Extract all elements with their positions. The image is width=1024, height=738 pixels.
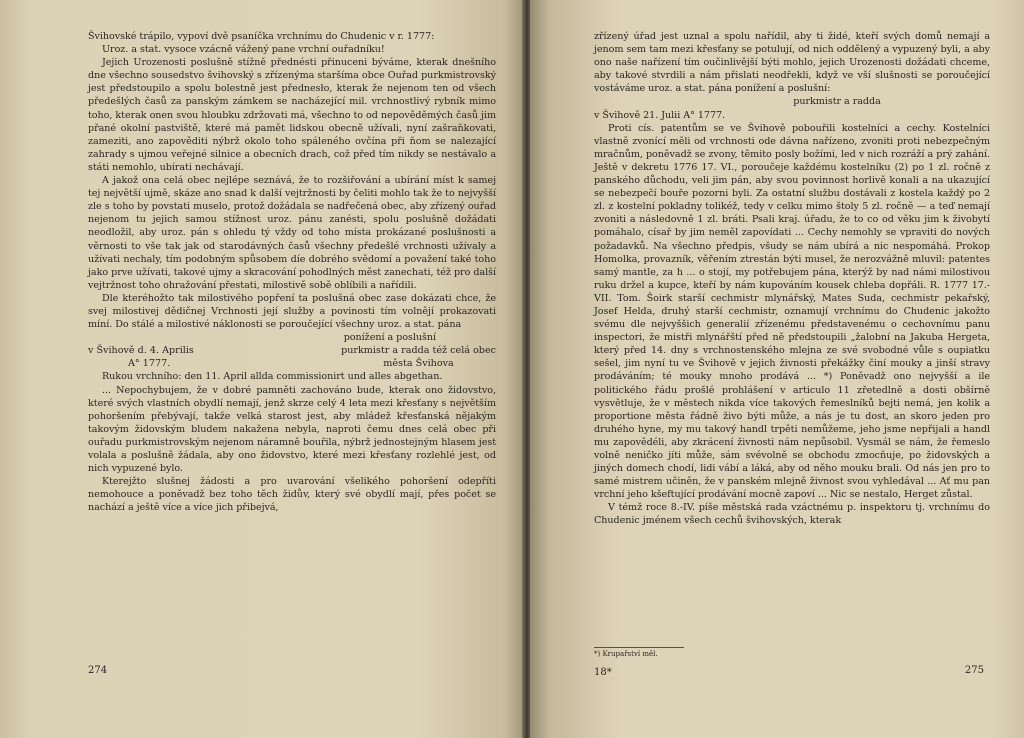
signature-line: ponížení a poslušní [343,332,436,344]
signature-block [88,344,496,370]
paragraph: zřízený úřad jest uznal a spolu nařídil, aby ti židé, kteří svých domů nemají a jenom sem tam mezi křesťany se potulují, od nich oddělený a vypuzený byli, a aby ono naše nařízení tím oučinlivější býti mohlo, jejich Urozenosti dožádati chceme, aby takové stvrdili a nám přislati neodřekli, když ve vší slušnosti se poroučející vostáváme uroz. a stat. pána ponížení a poslušní: [594,31,990,95]
signature-line: purkmistr a radda [793,96,881,108]
sheet-signature-mark: 18* [594,667,612,678]
signer-line: purkmistr a radda též celá obec [341,345,496,357]
right-page [530,0,1024,738]
paragraph: Uroz. a stat. vysoce vzácně vážený pane vrchní ouřadníku! [102,44,385,56]
footnote: *) Krupařství měl. [594,647,684,658]
paragraph: Rukou vrchního: den 11. April allda commissionirt und alles abgethan. [102,371,443,383]
paragraph: Proti cís. patentům se ve Švihově pobouřili kostelníci a cechy. Kostelníci vlastně zvonící měli od vrchnosti ode dávna nařízeno, zvoniti proti nebezpečným mračnům, poněvadž se zvony, těmito posly božími, led v nich rozráží a prý zahání. Ještě v dekretu 1776 17. VI., poroučeje každému kostelníku (2) po 1 zl. ročně z panského důchodu, veli jim pán, aby svou povinnost horlivě konali a na ukazující se nebezpečí bouře pozorni byli. Za ostatní službu dostávali z kostela každý po 2 zl. z kostelní pokladny tolikéž, tedy v celku mimo štoly 5 zl. ročně — a teď nemají zvoniti a následovně 1 zl. bráti. Psali kraj. úřadu, že to co od věku jim k živobytí pomáhalo, císař by jim neměl zapovídati ... Cechy nemohly se vpraviti do nových požadavků. Na všechno předpis, všudy se nám ubírá a nic nespomáhá. Prokop Homolka, provazník, věřením ztrestán býti musel, že nerozvážně mluvil: patentes samý mantle, za h ... o stojí, my potřebujem pána, kterýž by nad námi milostivou ruku držel a kupce, kteří by nám kupováním kousek chleba dopřáli. R. 1777 17.-VII. Tom. Šoirk starší cechmistr mlynářský, Mates Suda, cechmistr pekařský, Josef Helda, druhý starší cechmistr, oznamují vrchnímu do Chudenic jakožto svému dle nejvyššich generalií zřízenému představenému o cechovnímu panu inspectori, že mistři mlynářští před ně předstoupili „žalobní na Jakuba Hergeta, který před 14. dny s vrchnostenského mlejna ze své svobodné vůle s oupiatku sešel, jim nyní tu ve Švihově v jejich živnosti překážky činí mouky a jinší stravy prodáváním; té mouky mnoho prodává ... *) Poněvadž ono nejvyšší a ile politického řádu prošlé prohlášení v articulo 11 zřetedlně a dosti obšírně vysvětluje, že v městech nikda více takových řemeslníků bejti nemá, jen kolik a proportione města řádně živo býti může, a nás je tu dost, an skoro jeden pro druhého hyne, my mu takový handl trpěti nemůžeme, jeho jsme nepřijali a handl mu zapovědéli, aby zkrácení živnosti nám nepůsobil. Vysmál se nám, že řemeslo volně neničko jíti může, sám svévolně se obchodu zmocňuje, po židovských a jiných domech chodí, lidi vábí a láká, aby od něho mouku brali. Od nás jen pro to samé mistrem učiněn, že v panském mlejně živnost svou vyhledával ... Ať mu pan vrchní jeho kšeftující prodávání mocně zapoví ... Nic se nestalo, Herget zůstal. [594,122,990,501]
paragraph: Dle kteréhožto tak milostivého popření ta poslušná obec zase dokázati chce, že svej milostivej dědičnej Vrchnosti její služby a povinosti tím volnějí prokazovati míní. Do stálé a milostivé náklonosti se poroučející všechny uroz. a stat. pána [88,292,496,331]
paragraph: V témž roce 8.-IV. píše městská rada vzáctnému p. inspektoru tj. vrchnímu do Chudenic jménem všech cechů švihovských, kterak [594,502,990,527]
paragraph: Kterejžto slušnej žádosti a pro uvarování všelikého pohoršení odepříti nemohouce a poněvadž bez toho těch židův, který své obydlí mají, přes počet se nachází a ještě více a více jich přibejvá, [88,476,496,514]
left-page-text [88,30,496,514]
page-number: 274 [88,665,108,676]
signature-signers [341,344,496,370]
signer-line: města Švihova [383,358,454,370]
paragraph: A jakož ona celá obec nejlépe seznává, že to rozšiřování a ubírání míst k samej tej největší ujmě, skáze ano snad k další vejtržnosti by čeliti mohlo tak že to nejvyšší zle s toho by povstati muselo, protož dožádala se nadřečená obec, aby zřízený ouřad nejenom tu jejich samou stížnost uroz. pánu zanésti, spolu poslušně dožádati neodložil, aby uroz. pán s ohledu tý vždy od toho místa prokázané poslušnosti a věrnosti to vše tak jak od starodávných časů všechny předešlé vrchnosti užívaly a užívati nechaly, tím podobným spůsobem díe dobrého svědomí a považení také toho jako prve užívati, takové ujmy a skracování pohodlných měst zanechati, též pro další vejtržnost toho ohražování přestati, milostivě sobě oblíbili a nařídili. [88,175,496,291]
paragraph: Jejich Urozenosti poslušně stížně přednésti přinuceni býváme, kterak dnešního dne všechno sousedstvo švihovský s zřízenýma staršíma obce Ouřad purkmistrovský jest předstoupilo a spolu bolestně jest přednesło, kterak že nejenom ten od všech předešlých časů za panským zámkem se nacházející mil. vrchnostlivý rybník mimo toho, kterak onen svou hloubku zdržovati má, všechno to od nepověděmých časů jim přané okolní pastviště, které má pamět lidskou obecně užívali, nyní zašraňkovati, zameziti, ano zapověditi nýbrž okolo toho spáleného ovčína při ňom se nalezající zahrady s ujmou veřejné silnice a obecních drach, což před tím nikdy se nestávalo a státi nemohlo, ubírati nechávají. [88,57,496,173]
date-line: v Švihově 21. Julii A° 1777. [594,109,726,121]
paragraph: Švihovské trápilo, vypoví dvě psaníčka vrchnímu do Chudenic v r. 1777: [88,31,435,42]
place-line: v Švihově d. 4. Aprilis [88,345,194,357]
page-number: 275 [964,665,984,676]
signature-place-date [88,344,194,370]
date-line: A° 1777. [128,358,171,370]
paragraph: ... Nepochybujem, že v dobré pamněti zachováno bude, kterak ono židovstvo, které svých vlastních obydlí nemají, jenž skrze celý 4 leta mezi křesťany s největším pohoršením přebývají, takže velká starost jest, aby mládež křesťanská nějakým takovým židovským bludem nakažena nebyla, naproti čemu dnes celá obec při ouřadu purkmistrovským nejenom náramně bouřila, nýbrž jednostejným hlasem jest volala a poslušně žádala, aby ono židovstvo, které mezi křesťany rozlehlé jest, od nich vypuzené bylo. [88,384,496,475]
right-page-text [594,30,990,528]
